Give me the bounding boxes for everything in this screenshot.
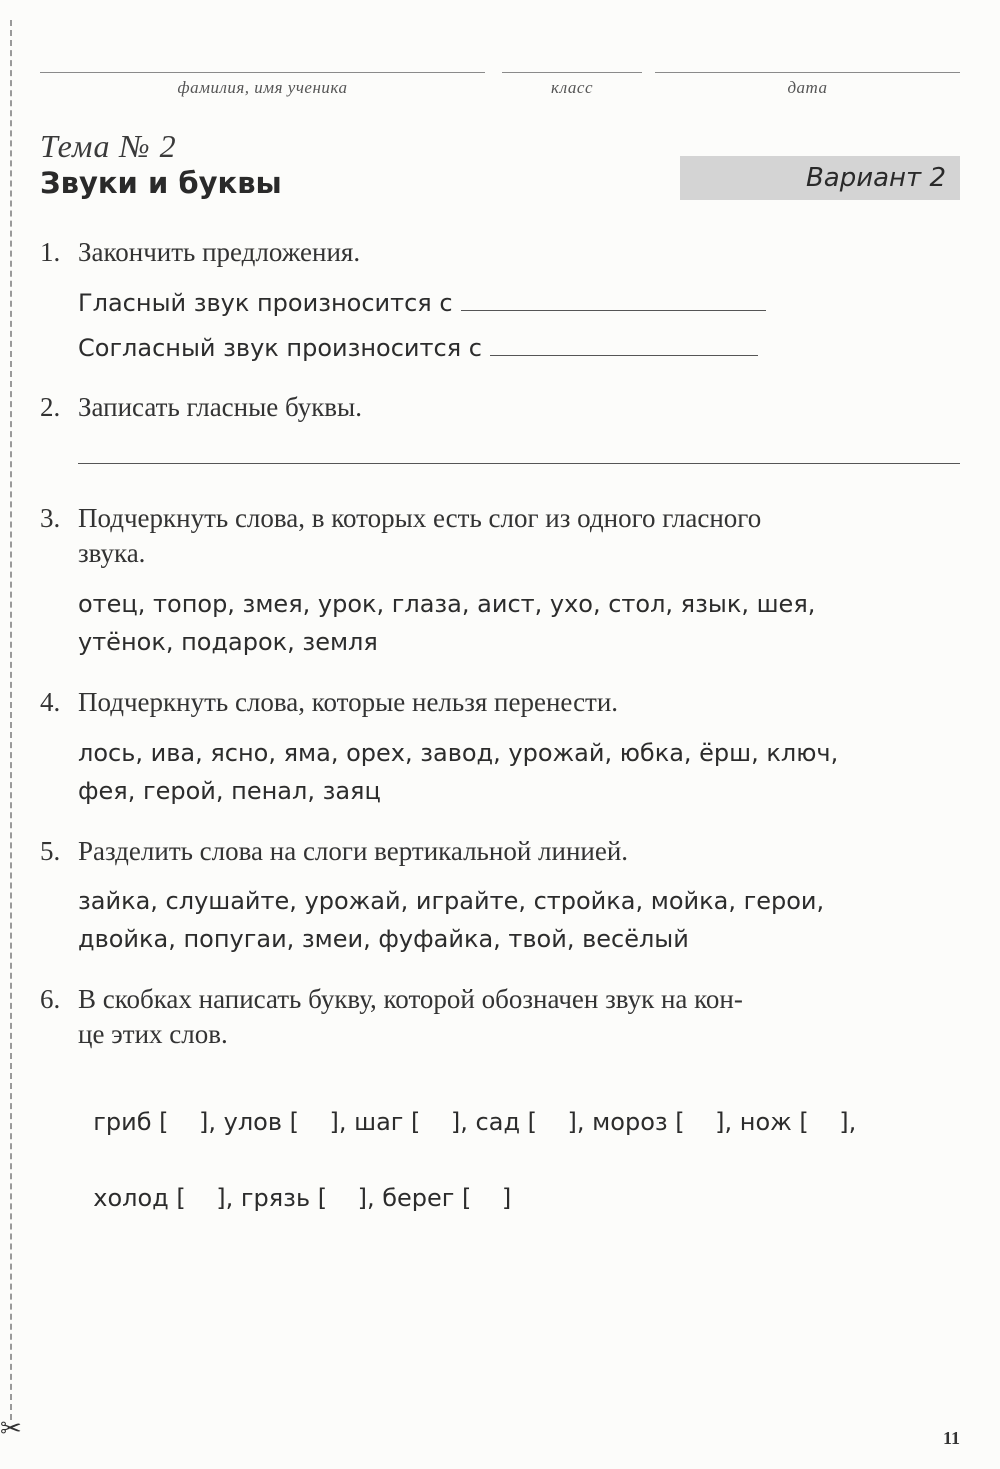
task-1-line-1: [78, 284, 968, 322]
task-text: Закончить предложения.: [78, 237, 361, 267]
sentence-start: Согласный звук произносится с: [78, 334, 482, 362]
task-number: 6.: [40, 984, 61, 1014]
date-line[interactable]: [655, 72, 960, 73]
date-label: дата: [787, 78, 828, 97]
task-number: 3.: [40, 503, 61, 533]
answer-field[interactable]: [78, 463, 960, 464]
task-4: [40, 685, 965, 720]
task-number: 1.: [40, 237, 61, 267]
answer-field[interactable]: [490, 355, 758, 356]
word-line: гриб [ ], улов [ ], шаг [ ], сад [ ], мороз [ ], нож [ ],: [93, 1108, 857, 1136]
task-text: це этих слов.: [78, 1019, 228, 1049]
student-name-label: фамилия, имя ученика: [177, 78, 348, 97]
word-line: зайка, слушайте, урожай, играйте, стройка, мойка, герои,: [78, 887, 825, 915]
class-line[interactable]: [502, 72, 642, 73]
word-line: холод [ ], грязь [ ], берег [ ]: [93, 1184, 512, 1212]
word-list: [78, 882, 968, 958]
task-number: 4.: [40, 687, 61, 717]
task-text: В скобках написать букву, которой обозначен звук на кон-: [78, 984, 743, 1014]
task-text: Подчеркнуть слова, в которых есть слог из одного гласного: [78, 503, 762, 533]
variant-badge: Вариант 2: [680, 156, 960, 200]
word-list: [78, 585, 968, 661]
sentence-start: Гласный звук произносится с: [78, 289, 453, 317]
task-1-line-2: [78, 329, 968, 367]
class-label: класс: [550, 78, 593, 97]
task-3: [40, 501, 965, 571]
task-text: Разделить слова на слоги вертикальной линией.: [78, 836, 629, 866]
task-text: звука.: [78, 538, 146, 568]
word-line: утёнок, подарок, земля: [78, 628, 378, 656]
page-number: 11: [942, 1428, 960, 1448]
scissors-icon: ✂: [0, 1414, 22, 1444]
page-title: Звуки и буквы: [40, 166, 282, 200]
word-list: [78, 1065, 968, 1217]
student-name-line[interactable]: [40, 72, 485, 73]
task-number: 2.: [40, 392, 61, 422]
task-text: Подчеркнуть слова, которые нельзя перенести.: [78, 687, 619, 717]
cut-line: [10, 20, 12, 1420]
task-number: 5.: [40, 836, 61, 866]
answer-field[interactable]: [461, 310, 766, 311]
task-5: [40, 834, 965, 869]
topic-heading: Тема № 2: [40, 128, 177, 164]
task-1: [40, 235, 965, 270]
word-line: фея, герой, пенал, заяц: [78, 777, 381, 805]
word-list: [78, 734, 968, 810]
word-line: двойка, попугаи, змеи, фуфайка, твой, весёлый: [78, 925, 689, 953]
word-line: лось, ива, ясно, яма, орех, завод, урожай, юбка, ёрш, ключ,: [78, 739, 839, 767]
word-line: отец, топор, змея, урок, глаза, аист, ухо, стол, язык, шея,: [78, 590, 816, 618]
task-6: [40, 982, 965, 1052]
task-text: Записать гласные буквы.: [78, 392, 362, 422]
task-2: [40, 390, 965, 425]
